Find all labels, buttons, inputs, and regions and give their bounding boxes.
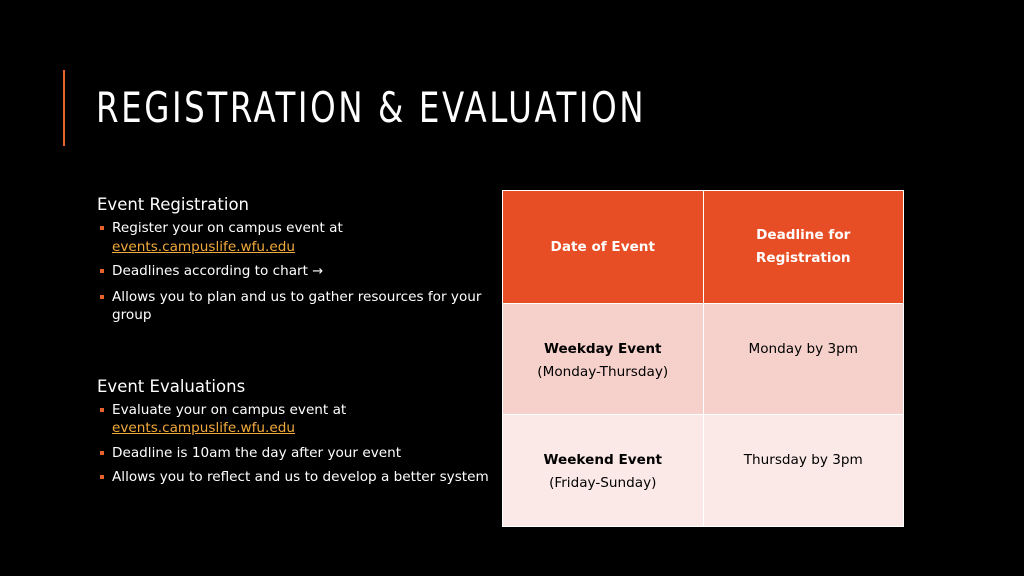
evaluation-section [97,376,492,487]
table-cell: Monday by 3pm [703,304,904,415]
table-header-cell: Date of Event [503,191,704,304]
deadline-table [502,190,904,527]
event-type: Weekend Event [543,452,663,468]
bullet-icon [100,226,104,230]
evaluation-heading: Event Evaluations [97,376,246,396]
table-cell: Thursday by 3pm [703,415,904,527]
title-accent-bar [63,70,65,146]
table-cell [503,304,704,415]
bullet-icon [100,269,104,273]
list-item [97,401,492,438]
list-item [97,219,492,256]
table-row [503,304,904,415]
registration-list [97,219,492,325]
bullet-icon [100,475,104,479]
bullet-text: Evaluate your on campus event at [112,401,347,418]
table-header-cell: Deadline for Registration [703,191,904,304]
table-row [503,415,904,527]
list-item [97,288,492,325]
event-days: (Monday-Thursday) [537,364,669,380]
table-header-row [503,191,904,304]
bullet-icon [100,408,104,412]
list-item [97,444,492,463]
bullet-icon [100,295,104,299]
list-item [97,262,492,282]
arrow-right-icon: → [312,264,324,279]
list-item [97,468,492,487]
bullet-text: Register your on campus event at [112,220,343,236]
registration-link[interactable]: events.campuslife.wfu.edu [112,238,295,255]
evaluation-link[interactable]: events.campuslife.wfu.edu [112,420,295,436]
evaluation-list [97,401,492,487]
registration-heading: Event Registration [97,195,250,214]
event-type: Weekday Event [543,341,662,357]
bullet-icon [100,451,104,455]
event-days: (Friday-Sunday) [549,475,657,491]
bullet-text: Allows you to reflect and us to develop a better system [112,469,489,485]
table-cell [503,415,704,527]
registration-section [97,194,492,325]
content-column [97,194,492,493]
bullet-text: Allows you to plan and us to gather resources for your group [112,288,482,323]
slide-title: REGISTRATION & EVALUATION [96,83,647,132]
bullet-text: Deadline is 10am the day after your event [112,444,402,461]
bullet-text: Deadlines according to chart [112,263,308,279]
